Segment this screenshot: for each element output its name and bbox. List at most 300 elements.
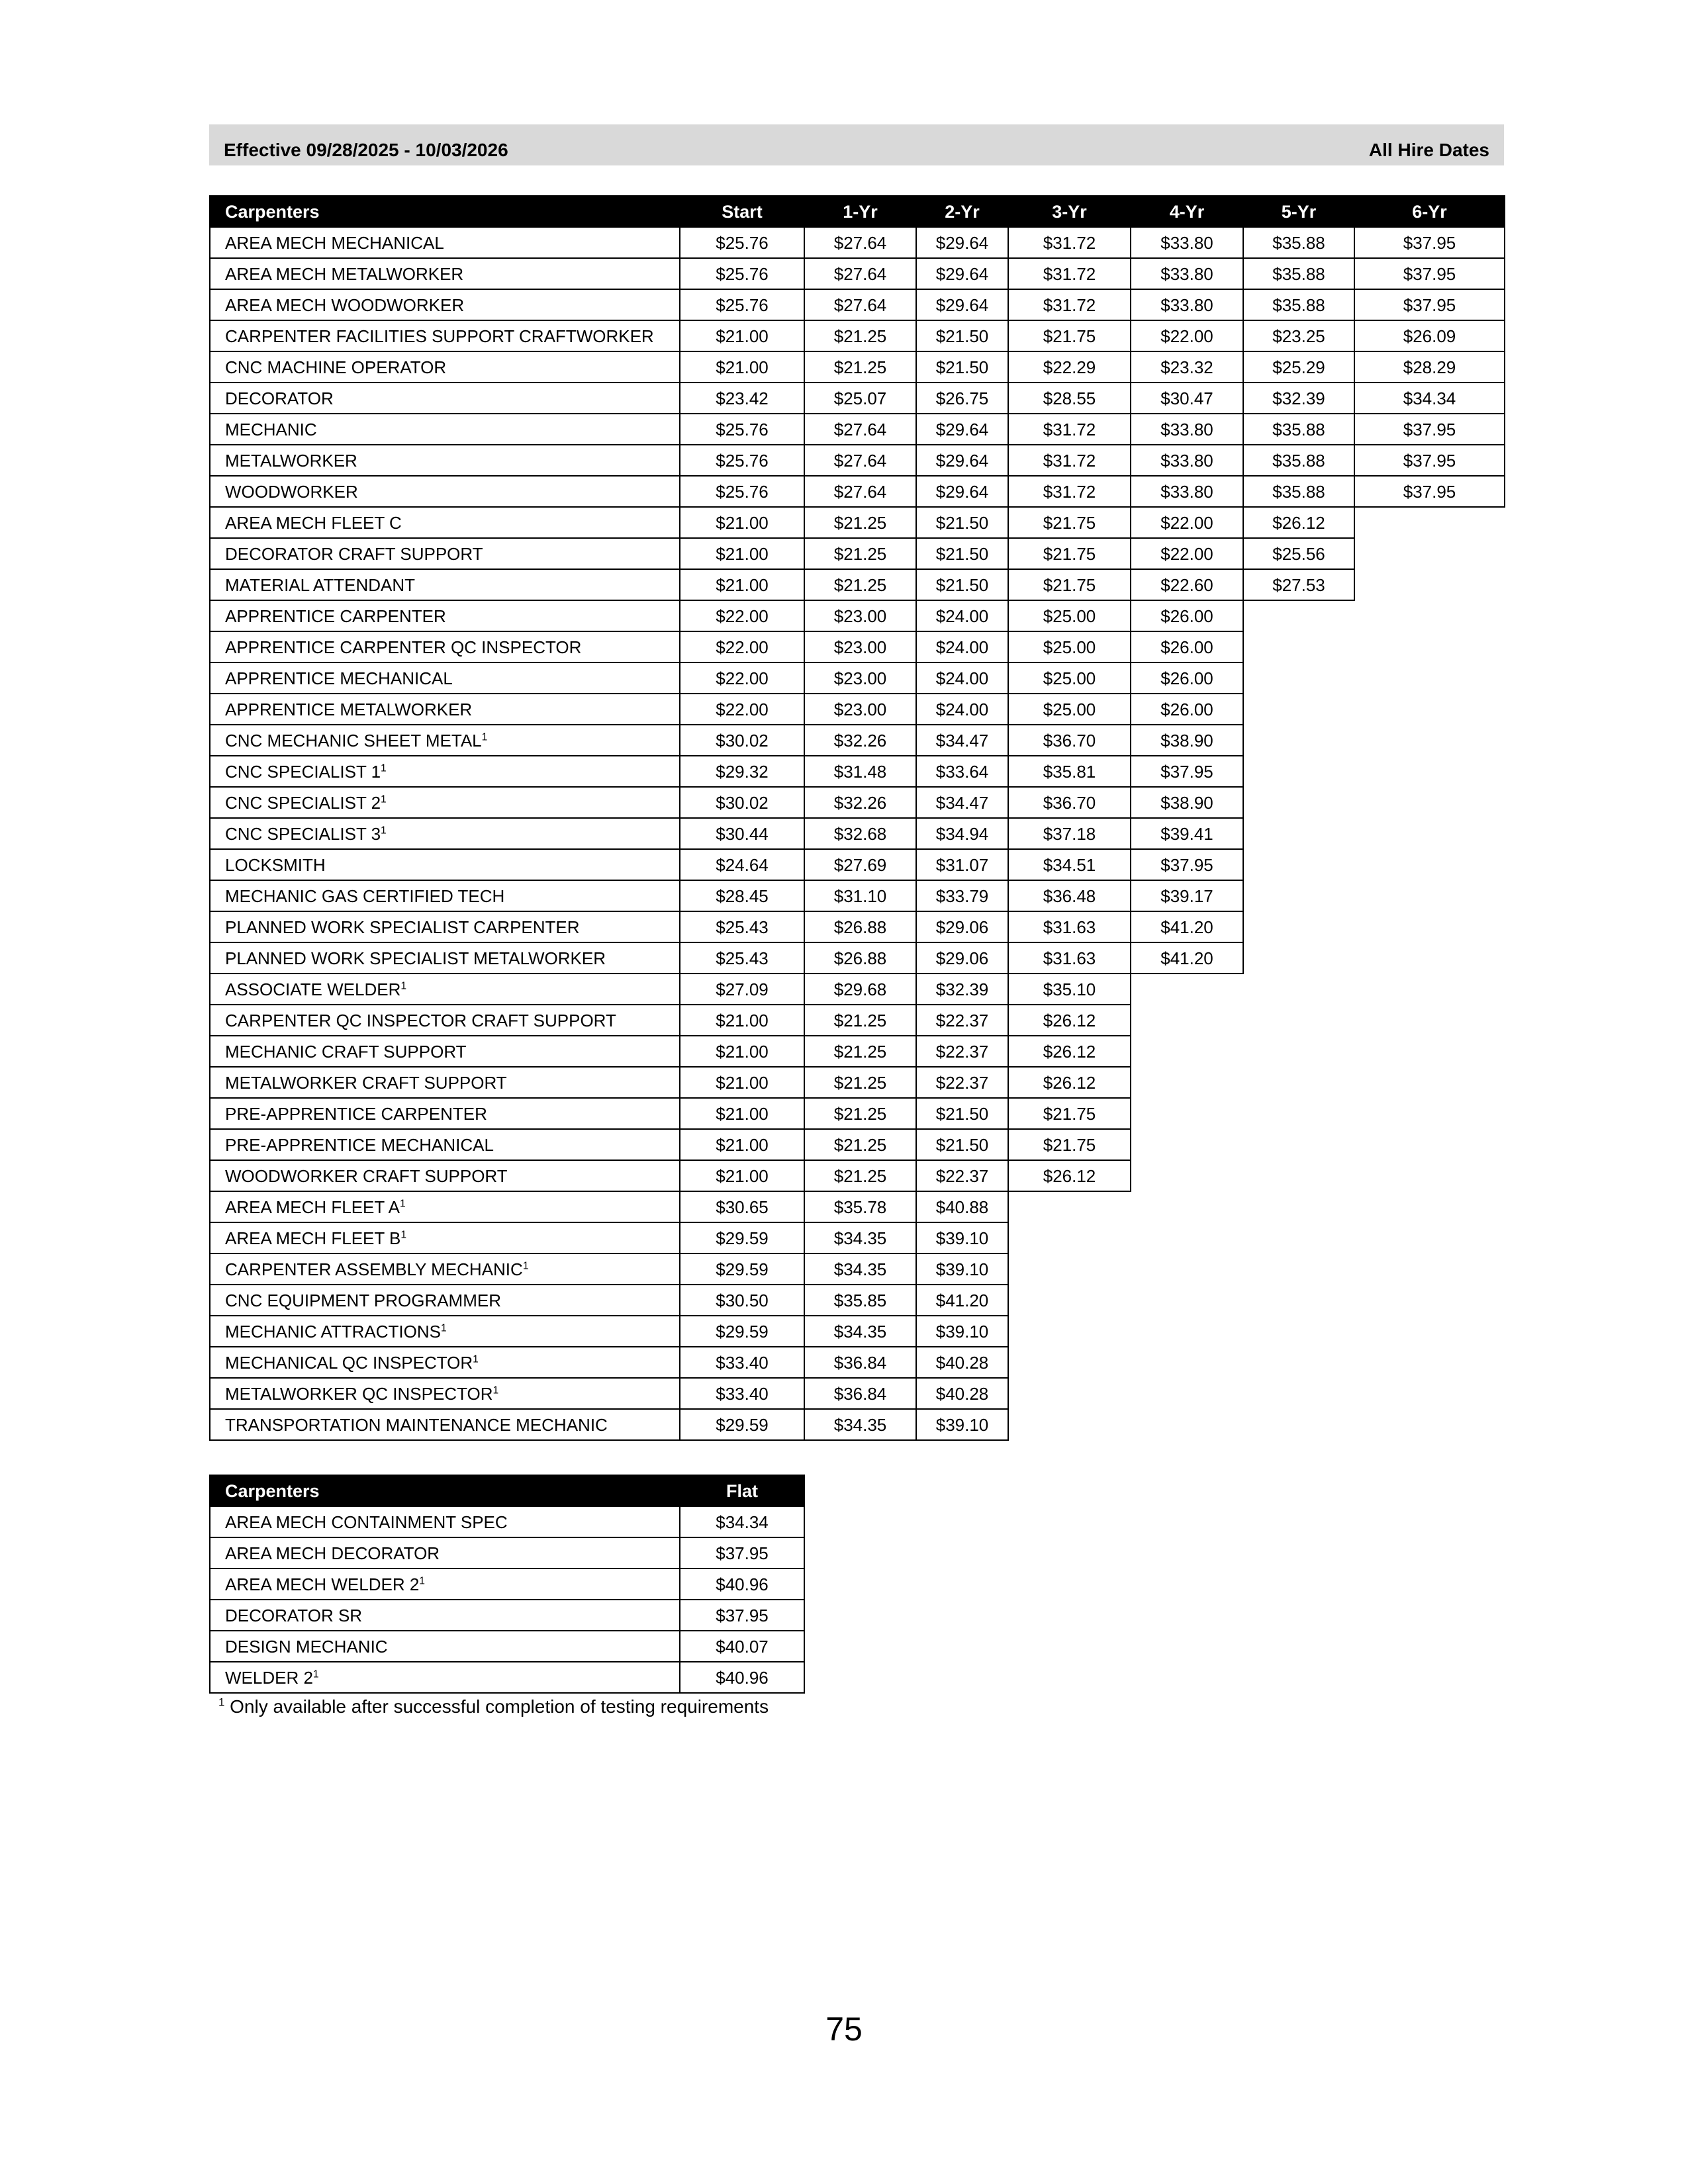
job-title: DECORATOR CRAFT SUPPORT bbox=[225, 543, 483, 564]
wage-cell: $30.44 bbox=[680, 818, 804, 849]
wage-cell: $25.76 bbox=[680, 227, 804, 258]
wage-cell: $21.50 bbox=[916, 538, 1008, 569]
wage-cell: $21.25 bbox=[804, 1160, 916, 1191]
job-title: AREA MECH METALWORKER bbox=[225, 263, 464, 284]
job-title: AREA MECH FLEET A bbox=[225, 1197, 400, 1217]
wage-cell: $25.76 bbox=[680, 289, 804, 320]
wage-cell: $26.00 bbox=[1131, 662, 1243, 694]
empty-cell bbox=[1243, 725, 1354, 756]
wage-cell: $21.00 bbox=[680, 1098, 804, 1129]
wage-cell: $37.95 bbox=[1354, 445, 1505, 476]
wage-cell: $23.00 bbox=[804, 600, 916, 631]
wage-cell: $31.72 bbox=[1008, 289, 1131, 320]
empty-cell bbox=[1354, 974, 1505, 1005]
footnote-marker: 1 bbox=[399, 1197, 406, 1209]
wage-cell: $29.59 bbox=[680, 1409, 804, 1440]
wage-cell: $34.35 bbox=[804, 1316, 916, 1347]
empty-cell bbox=[1243, 1347, 1354, 1378]
job-title-cell bbox=[210, 445, 680, 476]
wage-cell: $35.10 bbox=[1008, 974, 1131, 1005]
job-title-cell bbox=[210, 1378, 680, 1409]
table-row bbox=[210, 787, 1505, 818]
wage-cell: $30.65 bbox=[680, 1191, 804, 1222]
table-row bbox=[210, 1347, 1505, 1378]
table-row bbox=[210, 507, 1505, 538]
empty-cell bbox=[1243, 1378, 1354, 1409]
empty-cell bbox=[1243, 1098, 1354, 1129]
table-row bbox=[210, 1005, 1505, 1036]
column-header-5-yr: 5-Yr bbox=[1243, 196, 1354, 227]
wage-cell: $22.00 bbox=[1131, 320, 1243, 351]
wage-cell: $37.95 bbox=[1131, 849, 1243, 880]
empty-cell bbox=[1243, 974, 1354, 1005]
empty-cell bbox=[1243, 1409, 1354, 1440]
wage-cell: $21.75 bbox=[1008, 1129, 1131, 1160]
empty-cell bbox=[1131, 1409, 1243, 1440]
wage-cell: $33.80 bbox=[1131, 289, 1243, 320]
wage-cell: $22.00 bbox=[1131, 507, 1243, 538]
table-row bbox=[210, 1253, 1505, 1285]
empty-cell bbox=[1354, 1036, 1505, 1067]
wage-cell: $29.64 bbox=[916, 227, 1008, 258]
wage-cell: $21.75 bbox=[1008, 538, 1131, 569]
wage-cell: $26.12 bbox=[1008, 1067, 1131, 1098]
job-title: CNC MACHINE OPERATOR bbox=[225, 357, 447, 377]
empty-cell bbox=[1354, 1160, 1505, 1191]
table-row bbox=[210, 1036, 1505, 1067]
wage-cell: $25.00 bbox=[1008, 631, 1131, 662]
carpenters-step-wage-table bbox=[209, 195, 1505, 1441]
job-title-cell bbox=[210, 1253, 680, 1285]
wage-cell: $23.00 bbox=[804, 694, 916, 725]
wage-cell: $35.81 bbox=[1008, 756, 1131, 787]
wage-cell: $33.80 bbox=[1131, 445, 1243, 476]
job-title-cell bbox=[210, 818, 680, 849]
job-title-cell bbox=[210, 1098, 680, 1129]
job-title: WELDER 2 bbox=[225, 1667, 313, 1688]
empty-cell bbox=[1131, 1067, 1243, 1098]
wage-cell: $21.25 bbox=[804, 1005, 916, 1036]
wage-cell: $22.60 bbox=[1131, 569, 1243, 600]
wage-cell: $23.42 bbox=[680, 383, 804, 414]
wage-cell: $37.18 bbox=[1008, 818, 1131, 849]
empty-cell bbox=[1131, 1347, 1243, 1378]
job-title: MECHANIC ATTRACTIONS bbox=[225, 1321, 441, 1342]
empty-cell bbox=[1354, 818, 1505, 849]
wage-cell: $25.00 bbox=[1008, 694, 1131, 725]
empty-cell bbox=[1131, 1316, 1243, 1347]
job-title-cell bbox=[210, 1537, 680, 1569]
wage-cell: $25.00 bbox=[1008, 662, 1131, 694]
wage-cell: $22.37 bbox=[916, 1036, 1008, 1067]
wage-cell: $31.72 bbox=[1008, 476, 1131, 507]
table-row bbox=[210, 1569, 804, 1600]
wage-cell: $37.95 bbox=[1354, 227, 1505, 258]
wage-cell: $37.95 bbox=[680, 1537, 804, 1569]
wage-cell: $34.35 bbox=[804, 1409, 916, 1440]
wage-cell: $29.64 bbox=[916, 445, 1008, 476]
wage-cell: $21.75 bbox=[1008, 569, 1131, 600]
job-title-cell bbox=[210, 911, 680, 942]
wage-cell: $40.07 bbox=[680, 1631, 804, 1662]
job-title-cell bbox=[210, 1506, 680, 1537]
wage-cell: $21.00 bbox=[680, 1129, 804, 1160]
wage-cell: $21.00 bbox=[680, 538, 804, 569]
empty-cell bbox=[1243, 1253, 1354, 1285]
wage-cell: $23.25 bbox=[1243, 320, 1354, 351]
wage-cell: $21.50 bbox=[916, 1129, 1008, 1160]
table-row bbox=[210, 942, 1505, 974]
wage-cell: $25.76 bbox=[680, 258, 804, 289]
wage-cell: $33.80 bbox=[1131, 414, 1243, 445]
table-row bbox=[210, 569, 1505, 600]
wage-cell: $24.00 bbox=[916, 600, 1008, 631]
wage-cell: $39.41 bbox=[1131, 818, 1243, 849]
wage-cell: $33.80 bbox=[1131, 476, 1243, 507]
wage-cell: $25.43 bbox=[680, 911, 804, 942]
job-title: PRE-APPRENTICE MECHANICAL bbox=[225, 1134, 494, 1155]
wage-cell: $27.64 bbox=[804, 289, 916, 320]
empty-cell bbox=[1354, 1129, 1505, 1160]
wage-cell: $35.88 bbox=[1243, 258, 1354, 289]
job-title-cell bbox=[210, 320, 680, 351]
job-title-cell bbox=[210, 569, 680, 600]
wage-cell: $35.85 bbox=[804, 1285, 916, 1316]
empty-cell bbox=[1131, 1129, 1243, 1160]
empty-cell bbox=[1131, 1098, 1243, 1129]
wage-cell: $27.69 bbox=[804, 849, 916, 880]
wage-cell: $26.12 bbox=[1008, 1160, 1131, 1191]
job-title: METALWORKER QC INSPECTOR bbox=[225, 1383, 493, 1404]
wage-cell: $29.06 bbox=[916, 911, 1008, 942]
wage-cell: $26.09 bbox=[1354, 320, 1505, 351]
table-row bbox=[210, 1537, 804, 1569]
table-row bbox=[210, 476, 1505, 507]
table-row bbox=[210, 911, 1505, 942]
table-row bbox=[210, 1631, 804, 1662]
wage-cell: $30.02 bbox=[680, 787, 804, 818]
wage-cell: $25.76 bbox=[680, 445, 804, 476]
footnote bbox=[218, 1696, 769, 1718]
empty-cell bbox=[1354, 1191, 1505, 1222]
table-row bbox=[210, 1285, 1505, 1316]
wage-cell: $22.00 bbox=[680, 662, 804, 694]
job-title: CNC SPECIALIST 2 bbox=[225, 792, 381, 813]
wage-cell: $28.55 bbox=[1008, 383, 1131, 414]
empty-cell bbox=[1243, 662, 1354, 694]
job-title-cell bbox=[210, 880, 680, 911]
wage-cell: $36.84 bbox=[804, 1347, 916, 1378]
empty-cell bbox=[1131, 974, 1243, 1005]
page-number: 75 bbox=[825, 2011, 863, 2048]
wage-cell: $40.96 bbox=[680, 1662, 804, 1693]
job-title-cell bbox=[210, 1160, 680, 1191]
footnote-marker: 1 bbox=[381, 824, 387, 836]
job-title-cell bbox=[210, 1662, 680, 1693]
wage-cell: $26.75 bbox=[916, 383, 1008, 414]
job-title: CARPENTER FACILITIES SUPPORT CRAFTWORKER bbox=[225, 326, 654, 346]
job-title: PLANNED WORK SPECIALIST METALWORKER bbox=[225, 948, 606, 968]
wage-cell: $29.64 bbox=[916, 414, 1008, 445]
empty-cell bbox=[1131, 1005, 1243, 1036]
empty-cell bbox=[1354, 880, 1505, 911]
empty-cell bbox=[1243, 849, 1354, 880]
wage-cell: $27.64 bbox=[804, 445, 916, 476]
job-title-cell bbox=[210, 849, 680, 880]
wage-cell: $39.10 bbox=[916, 1409, 1008, 1440]
wage-cell: $41.20 bbox=[1131, 942, 1243, 974]
job-title-cell bbox=[210, 351, 680, 383]
job-title-cell bbox=[210, 756, 680, 787]
empty-cell bbox=[1354, 662, 1505, 694]
empty-cell bbox=[1243, 880, 1354, 911]
job-title: AREA MECH DECORATOR bbox=[225, 1543, 440, 1563]
empty-cell bbox=[1354, 1098, 1505, 1129]
job-title-cell bbox=[210, 1409, 680, 1440]
wage-cell: $22.00 bbox=[1131, 538, 1243, 569]
empty-cell bbox=[1131, 1285, 1243, 1316]
wage-cell: $31.63 bbox=[1008, 942, 1131, 974]
job-title: MECHANICAL QC INSPECTOR bbox=[225, 1352, 473, 1373]
wage-cell: $27.64 bbox=[804, 414, 916, 445]
footnote-marker: 1 bbox=[473, 1353, 479, 1365]
wage-cell: $25.29 bbox=[1243, 351, 1354, 383]
footnote-marker: 1 bbox=[381, 793, 387, 805]
job-title: AREA MECH WELDER 2 bbox=[225, 1574, 420, 1594]
job-title: WOODWORKER bbox=[225, 481, 358, 502]
wage-cell: $38.90 bbox=[1131, 725, 1243, 756]
wage-cell: $33.40 bbox=[680, 1378, 804, 1409]
empty-cell bbox=[1243, 756, 1354, 787]
wage-cell: $21.00 bbox=[680, 1160, 804, 1191]
footnote-marker: 1 bbox=[400, 1228, 407, 1240]
job-title: ASSOCIATE WELDER bbox=[225, 979, 401, 999]
wage-cell: $31.72 bbox=[1008, 414, 1131, 445]
footnote-marker: 1 bbox=[492, 1384, 499, 1396]
empty-cell bbox=[1008, 1191, 1131, 1222]
table-row bbox=[210, 538, 1505, 569]
wage-cell: $34.94 bbox=[916, 818, 1008, 849]
empty-cell bbox=[1243, 911, 1354, 942]
wage-cell: $35.88 bbox=[1243, 445, 1354, 476]
wage-cell: $22.37 bbox=[916, 1160, 1008, 1191]
wage-cell: $34.51 bbox=[1008, 849, 1131, 880]
empty-cell bbox=[1354, 1316, 1505, 1347]
wage-cell: $34.47 bbox=[916, 725, 1008, 756]
wage-cell: $25.07 bbox=[804, 383, 916, 414]
empty-cell bbox=[1354, 756, 1505, 787]
empty-cell bbox=[1354, 1378, 1505, 1409]
job-title: APPRENTICE CARPENTER QC INSPECTOR bbox=[225, 637, 582, 657]
job-title-cell bbox=[210, 507, 680, 538]
job-title: TRANSPORTATION MAINTENANCE MECHANIC bbox=[225, 1414, 608, 1435]
wage-cell: $29.59 bbox=[680, 1316, 804, 1347]
empty-cell bbox=[1354, 849, 1505, 880]
job-title: METALWORKER bbox=[225, 450, 357, 471]
wage-cell: $35.88 bbox=[1243, 414, 1354, 445]
wage-cell: $33.80 bbox=[1131, 227, 1243, 258]
empty-cell bbox=[1354, 911, 1505, 942]
table-row bbox=[210, 1191, 1505, 1222]
job-title: DESIGN MECHANIC bbox=[225, 1636, 388, 1657]
job-title-cell bbox=[210, 1285, 680, 1316]
table-row bbox=[210, 600, 1505, 631]
table-row bbox=[210, 414, 1505, 445]
wage-cell: $26.88 bbox=[804, 911, 916, 942]
empty-cell bbox=[1243, 600, 1354, 631]
wage-cell: $32.39 bbox=[916, 974, 1008, 1005]
wage-cell: $21.75 bbox=[1008, 320, 1131, 351]
empty-cell bbox=[1354, 1285, 1505, 1316]
wage-cell: $21.75 bbox=[1008, 507, 1131, 538]
job-title: WOODWORKER CRAFT SUPPORT bbox=[225, 1165, 508, 1186]
footnote-marker: 1 bbox=[218, 1696, 225, 1709]
job-title-cell bbox=[210, 1005, 680, 1036]
wage-cell: $21.25 bbox=[804, 351, 916, 383]
job-title-cell bbox=[210, 383, 680, 414]
wage-cell: $22.00 bbox=[680, 600, 804, 631]
footnote-text: Only available after successful completion of testing requirements bbox=[230, 1696, 769, 1717]
empty-cell bbox=[1243, 1222, 1354, 1253]
job-title: AREA MECH MECHANICAL bbox=[225, 232, 444, 253]
wage-cell: $21.25 bbox=[804, 1067, 916, 1098]
table-row bbox=[210, 1098, 1505, 1129]
empty-cell bbox=[1354, 725, 1505, 756]
job-title-cell bbox=[210, 1316, 680, 1347]
footnote-marker: 1 bbox=[381, 762, 387, 774]
job-title-cell bbox=[210, 1347, 680, 1378]
wage-cell: $21.25 bbox=[804, 320, 916, 351]
job-title-cell bbox=[210, 974, 680, 1005]
table-header bbox=[210, 196, 1505, 227]
footnote-marker: 1 bbox=[522, 1259, 529, 1271]
column-header-carpenters: Carpenters bbox=[210, 196, 680, 227]
wage-cell: $37.95 bbox=[1354, 414, 1505, 445]
effective-date-range: Effective 09/28/2025 - 10/03/2026 bbox=[224, 140, 508, 160]
table-row bbox=[210, 351, 1505, 383]
wage-cell: $36.84 bbox=[804, 1378, 916, 1409]
wage-cell: $29.64 bbox=[916, 258, 1008, 289]
job-title: LOCKSMITH bbox=[225, 854, 326, 875]
table-header bbox=[210, 1475, 804, 1506]
wage-cell: $22.37 bbox=[916, 1067, 1008, 1098]
wage-cell: $24.00 bbox=[916, 694, 1008, 725]
wage-cell: $24.00 bbox=[916, 631, 1008, 662]
wage-cell: $30.02 bbox=[680, 725, 804, 756]
column-header-1-yr: 1-Yr bbox=[804, 196, 916, 227]
wage-cell: $21.25 bbox=[804, 538, 916, 569]
table-row bbox=[210, 725, 1505, 756]
empty-cell bbox=[1243, 1129, 1354, 1160]
wage-cell: $34.35 bbox=[804, 1222, 916, 1253]
empty-cell bbox=[1243, 1067, 1354, 1098]
wage-cell: $22.37 bbox=[916, 1005, 1008, 1036]
empty-cell bbox=[1354, 694, 1505, 725]
job-title: AREA MECH FLEET C bbox=[225, 512, 402, 533]
table-row bbox=[210, 227, 1505, 258]
wage-cell: $21.00 bbox=[680, 1036, 804, 1067]
wage-cell: $30.47 bbox=[1131, 383, 1243, 414]
table-row bbox=[210, 1600, 804, 1631]
job-title: AREA MECH CONTAINMENT SPEC bbox=[225, 1512, 508, 1532]
wage-cell: $33.80 bbox=[1131, 258, 1243, 289]
empty-cell bbox=[1008, 1222, 1131, 1253]
wage-cell: $34.47 bbox=[916, 787, 1008, 818]
wage-cell: $40.96 bbox=[680, 1569, 804, 1600]
job-title-cell bbox=[210, 1067, 680, 1098]
job-title-cell bbox=[210, 1191, 680, 1222]
wage-cell: $28.45 bbox=[680, 880, 804, 911]
wage-cell: $21.50 bbox=[916, 569, 1008, 600]
job-title: MECHANIC bbox=[225, 419, 317, 439]
wage-cell: $39.17 bbox=[1131, 880, 1243, 911]
table-row bbox=[210, 320, 1505, 351]
job-title-cell bbox=[210, 1129, 680, 1160]
job-title: PLANNED WORK SPECIALIST CARPENTER bbox=[225, 917, 580, 937]
header-row bbox=[210, 1475, 804, 1506]
wage-cell: $40.88 bbox=[916, 1191, 1008, 1222]
table-row bbox=[210, 289, 1505, 320]
column-header-3-yr: 3-Yr bbox=[1008, 196, 1131, 227]
table-row bbox=[210, 756, 1505, 787]
table-row bbox=[210, 849, 1505, 880]
job-title-cell bbox=[210, 538, 680, 569]
wage-cell: $24.00 bbox=[916, 662, 1008, 694]
empty-cell bbox=[1354, 600, 1505, 631]
job-title-cell bbox=[210, 476, 680, 507]
wage-cell: $27.64 bbox=[804, 227, 916, 258]
empty-cell bbox=[1131, 1222, 1243, 1253]
table-row bbox=[210, 383, 1505, 414]
table-body bbox=[210, 1506, 804, 1693]
wage-cell: $32.68 bbox=[804, 818, 916, 849]
job-title: MATERIAL ATTENDANT bbox=[225, 574, 415, 595]
job-title: AREA MECH WOODWORKER bbox=[225, 295, 465, 315]
job-title: CNC MECHANIC SHEET METAL bbox=[225, 730, 482, 751]
job-title: CNC SPECIALIST 1 bbox=[225, 761, 381, 782]
empty-cell bbox=[1243, 1191, 1354, 1222]
empty-cell bbox=[1008, 1347, 1131, 1378]
wage-cell: $29.59 bbox=[680, 1222, 804, 1253]
wage-cell: $21.00 bbox=[680, 351, 804, 383]
wage-cell: $29.64 bbox=[916, 289, 1008, 320]
wage-cell: $40.28 bbox=[916, 1347, 1008, 1378]
empty-cell bbox=[1243, 631, 1354, 662]
column-header-carpenters: Carpenters bbox=[210, 1475, 680, 1506]
wage-cell: $27.53 bbox=[1243, 569, 1354, 600]
job-title-cell bbox=[210, 1222, 680, 1253]
wage-cell: $21.25 bbox=[804, 1036, 916, 1067]
footnote-marker: 1 bbox=[440, 1322, 447, 1334]
wage-cell: $41.20 bbox=[916, 1285, 1008, 1316]
job-title: DECORATOR SR bbox=[225, 1605, 363, 1625]
job-title-cell bbox=[210, 662, 680, 694]
wage-cell: $29.68 bbox=[804, 974, 916, 1005]
wage-cell: $25.00 bbox=[1008, 600, 1131, 631]
table-row bbox=[210, 1222, 1505, 1253]
empty-cell bbox=[1354, 1067, 1505, 1098]
table-row bbox=[210, 1316, 1505, 1347]
wage-cell: $23.32 bbox=[1131, 351, 1243, 383]
wage-cell: $21.00 bbox=[680, 1067, 804, 1098]
empty-cell bbox=[1131, 1036, 1243, 1067]
column-header-flat: Flat bbox=[680, 1475, 804, 1506]
wage-cell: $21.50 bbox=[916, 351, 1008, 383]
empty-cell bbox=[1008, 1378, 1131, 1409]
wage-cell: $33.79 bbox=[916, 880, 1008, 911]
wage-cell: $37.95 bbox=[680, 1600, 804, 1631]
wage-cell: $39.10 bbox=[916, 1222, 1008, 1253]
